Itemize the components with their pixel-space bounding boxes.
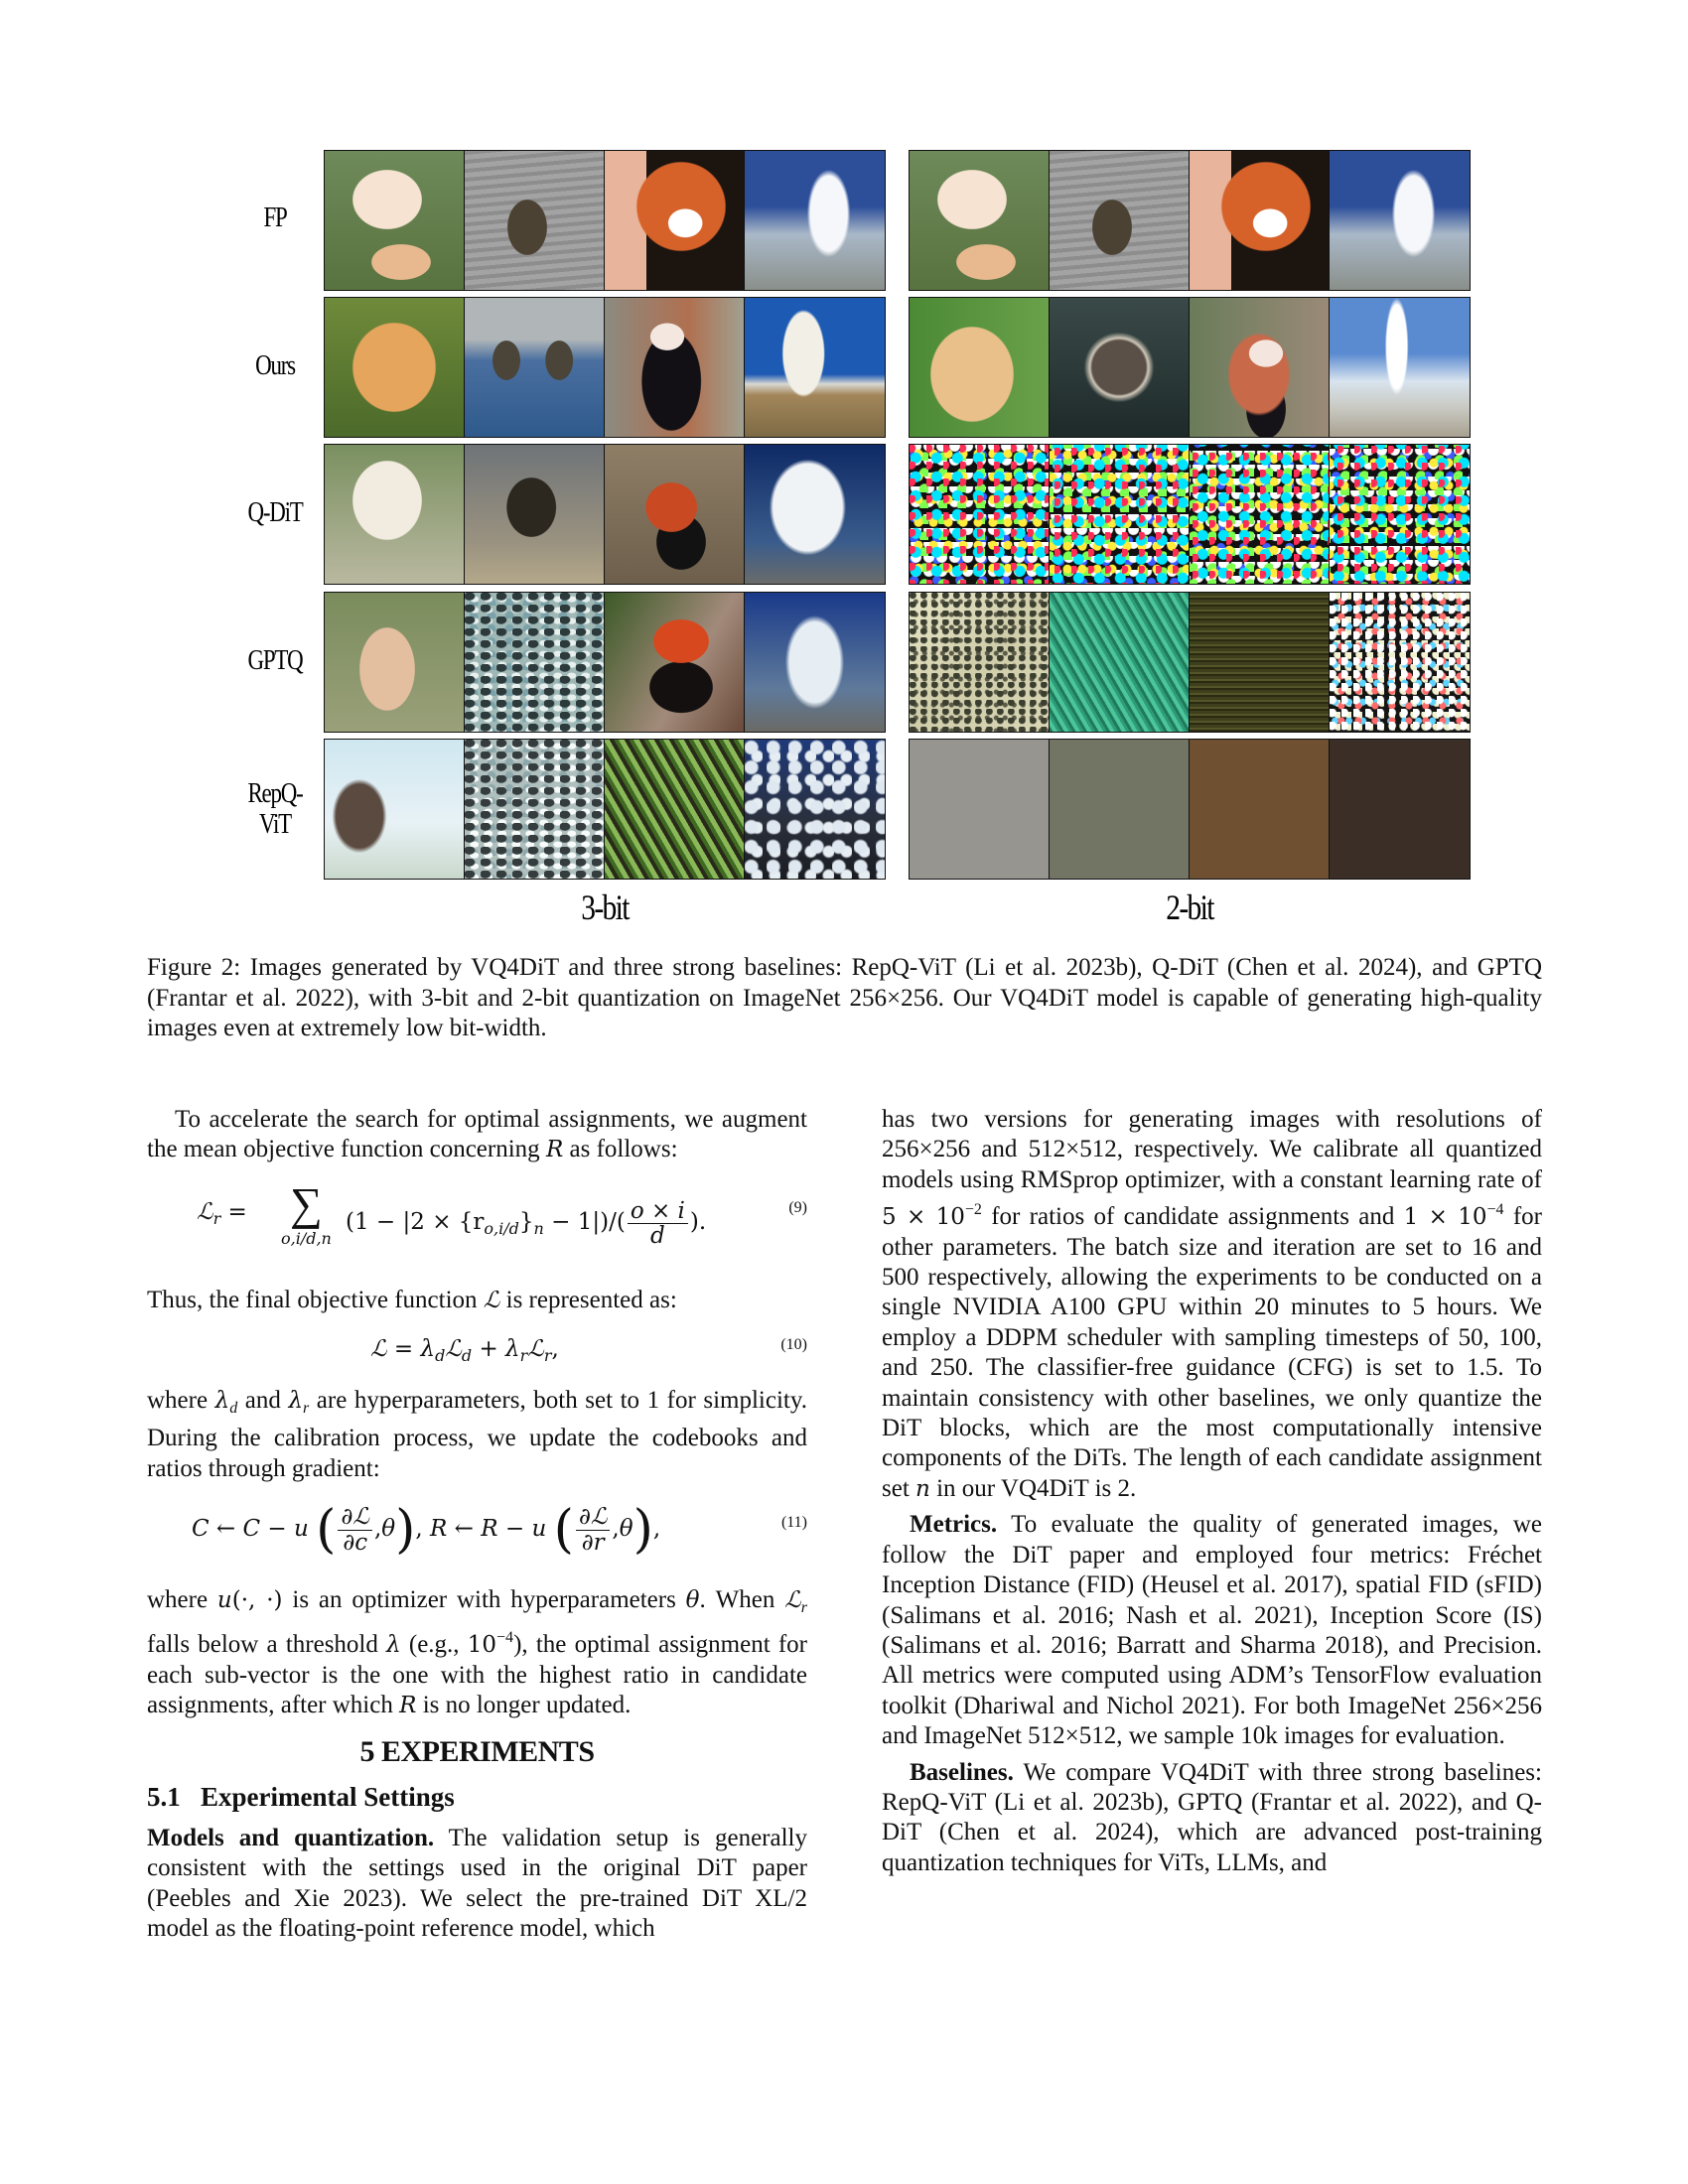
paragraph-accelerate: To accelerate the search for optimal assignments, we augment the mean objective function concerning R as follows: bbox=[147, 1106, 807, 1163]
image-fp-redpanda bbox=[1190, 151, 1330, 290]
image-qdit-noise bbox=[910, 445, 1050, 584]
image-qdit-geyser bbox=[745, 445, 885, 584]
left-column bbox=[147, 1105, 807, 1165]
summation: ∑ o,i/d,n bbox=[281, 1178, 332, 1248]
paragraph-final-objective: Thus, the final objective function ℒ is represented as: bbox=[147, 1287, 677, 1313]
image-qdit-noise bbox=[1190, 445, 1330, 584]
image-ours-dog bbox=[325, 298, 465, 437]
grid-row-fp-2bit bbox=[909, 150, 1471, 291]
equation-11: C ← C − u ( $\frac{\text{∂ℒ}}{\partial c}$ ,θ), R ← R − u ( $\frac{\text{∂ℒ}}{\partial r}$ ,θ), (11) bbox=[192, 1500, 807, 1560]
row-label-repqvit-line1: RepQ- bbox=[247, 778, 303, 809]
grid-row-gptq-2bit bbox=[909, 592, 1471, 733]
row-label-ours: Ours bbox=[255, 350, 295, 381]
image-qdit-redpanda bbox=[605, 445, 745, 584]
subsection-heading-experimental-settings: 5.1 Experimental Settings bbox=[147, 1782, 455, 1812]
grid-row-gptq bbox=[324, 592, 886, 733]
paragraph-baselines: Baselines. We compare VQ4DiT with three strong baselines: RepQ-ViT (Li et al. 2023b), GPTQ (Frantar et al. 2022), and Q-DiT (Chen et al. 2024), which are advanced post-training quantization techniques for ViTs, LLMs, and bbox=[882, 1758, 1542, 1876]
image-ours-dog bbox=[910, 298, 1050, 437]
image-ours-otter bbox=[465, 298, 605, 437]
image-fp-otter bbox=[465, 151, 605, 290]
image-repqvit-otter bbox=[465, 740, 605, 879]
grid-row-repqvit bbox=[324, 739, 886, 880]
image-repqvit-redpanda bbox=[605, 740, 745, 879]
image-fp-dog bbox=[325, 151, 465, 290]
row-label-fp: FP bbox=[263, 203, 287, 233]
image-gptq-texture bbox=[1190, 593, 1330, 732]
image-ours-geyser bbox=[745, 298, 885, 437]
paragraph-hyperparameters: where $\lambda_d$ and $\lambda_r$ are hyperparameters, both set to 1 for simplicity. During the calibration process, we update the codebooks and ratios through gradient: bbox=[147, 1387, 807, 1482]
image-repqvit-dog bbox=[325, 740, 465, 879]
grid-row-ours-2bit bbox=[909, 297, 1471, 438]
row-label-qdit: Q-DiT bbox=[247, 497, 303, 528]
section-heading-experiments: 5 EXPERIMENTS bbox=[359, 1735, 595, 1768]
image-fp-dog bbox=[910, 151, 1050, 290]
image-fp-geyser bbox=[745, 151, 885, 290]
image-ours-geyser bbox=[1330, 298, 1470, 437]
equation-number-10: (10) bbox=[780, 1336, 807, 1353]
grid-row-qdit bbox=[324, 444, 886, 585]
panel-label-2bit: 2-bit bbox=[1166, 887, 1213, 927]
grid-row-fp bbox=[324, 150, 886, 291]
image-repqvit-flat bbox=[1330, 740, 1470, 879]
image-repqvit-geyser bbox=[745, 740, 885, 879]
row-label-gptq: GPTQ bbox=[247, 645, 303, 676]
image-repqvit-flat bbox=[910, 740, 1050, 879]
equation-number-9: (9) bbox=[788, 1199, 807, 1216]
image-qdit-dog bbox=[325, 445, 465, 584]
image-gptq-texture bbox=[910, 593, 1050, 732]
image-qdit-noise bbox=[1050, 445, 1190, 584]
paragraph-calibration-settings: has two versions for generating images with resolutions of 256×256 and 512×512, respectively. We calibrate all quantized models using RMSprop optimizer, with a constant learning rate of $5 \times 10^{-2}$ for ratios of candidate assignments and $1 \times 10^{-4}$ for other parameters. The batch size and iteration are set to 16 and 500 respectively, allowing the experiments to be conducted on a single NVIDIA A100 GPU within 20 minutes to 5 hours. We employ a DDPM scheduler with sampling timesteps of 50, 100, and 250. The classifier-free guidance (CFG) is set to 1.5. To maintain consistency with other baselines, we only quantize the DiT blocks, which are the most computationally intensive components of the DiTs. The length of each candidate assignment set n in our VQ4DiT is 2. bbox=[882, 1106, 1542, 1502]
image-gptq-geyser bbox=[745, 593, 885, 732]
image-repqvit-flat bbox=[1050, 740, 1190, 879]
image-gptq-otter bbox=[465, 593, 605, 732]
image-gptq-texture bbox=[1050, 593, 1190, 732]
image-ours-redpanda bbox=[1190, 298, 1330, 437]
image-ours-otter bbox=[1050, 298, 1190, 437]
paragraph-metrics: Metrics. To evaluate the quality of generated images, we follow the DiT paper and employed four metrics: Fréchet Inception Distance (FID) (Heusel et al. 2017), spatial FID (sFID) (Salimans et al. 2016; Nash et al. 2021), Inception Score (IS) (Salimans et al. 2016; Barratt and Sharma 2018), and Precision. All metrics were computed using ADM’s TensorFlow evaluation toolkit (Dhariwal and Nichol 2021). For both ImageNet 256×256 and ImageNet 512×512, we sample 10k images for evaluation. bbox=[882, 1511, 1542, 1750]
grid-row-qdit-2bit bbox=[909, 444, 1471, 585]
paragraph-optimizer: where u(·, ·) is an optimizer with hyperparameters θ. When ℒ$_r$ falls below a threshold λ (e.g., $10^{-4}$), the optimal assignment for each sub-vector is the one with the highest ratio in candidate assignments, after which R is no longer updated. bbox=[147, 1586, 808, 1719]
right-column bbox=[882, 1105, 1542, 1878]
panel-label-3bit: 3-bit bbox=[581, 887, 629, 927]
image-repqvit-flat bbox=[1190, 740, 1330, 879]
image-gptq-dog bbox=[325, 593, 465, 732]
image-qdit-otter bbox=[465, 445, 605, 584]
image-fp-redpanda bbox=[605, 151, 745, 290]
figure-caption: Figure 2: Images generated by VQ4DiT and three strong baselines: RepQ-ViT (Li et al. 2023b), Q-DiT (Chen et al. 2024), and GPTQ (Frantar et al. 2022), with 3-bit and 2-bit quantization on ImageNet 256×256. Our VQ4DiT model is capable of generating high-quality images even at extremely low bit-width. bbox=[147, 954, 1542, 1041]
image-ours-redpanda bbox=[605, 298, 745, 437]
image-gptq-noise bbox=[1330, 593, 1470, 732]
equation-9: ℒ$_r$ = ∑ o,i/d,n $(1 - |2 \times \{r_{o,i/d}\}_n - 1|)/$( $\frac{o \times i}{d}$ ). (9) bbox=[197, 1178, 807, 1250]
image-gptq-redpanda bbox=[605, 593, 745, 732]
paragraph-models-quantization: Models and quantization. The validation setup is generally consistent with the settings used in the original DiT paper (Peebles and Xie 2023). We select the pre-trained DiT XL/2 model as the floating-point reference model, which bbox=[147, 1825, 807, 1943]
equation-10: ℒ = $\lambda_dℒ_d$ + $\lambda_rℒ_r$, (10) bbox=[370, 1336, 807, 1365]
image-qdit-noise bbox=[1330, 445, 1470, 584]
row-label-repqvit-line2: ViT bbox=[259, 809, 291, 840]
grid-row-repqvit-2bit bbox=[909, 739, 1471, 880]
image-fp-geyser bbox=[1330, 151, 1470, 290]
grid-row-ours bbox=[324, 297, 886, 438]
equation-number-11: (11) bbox=[780, 1514, 807, 1531]
image-fp-otter bbox=[1050, 151, 1190, 290]
